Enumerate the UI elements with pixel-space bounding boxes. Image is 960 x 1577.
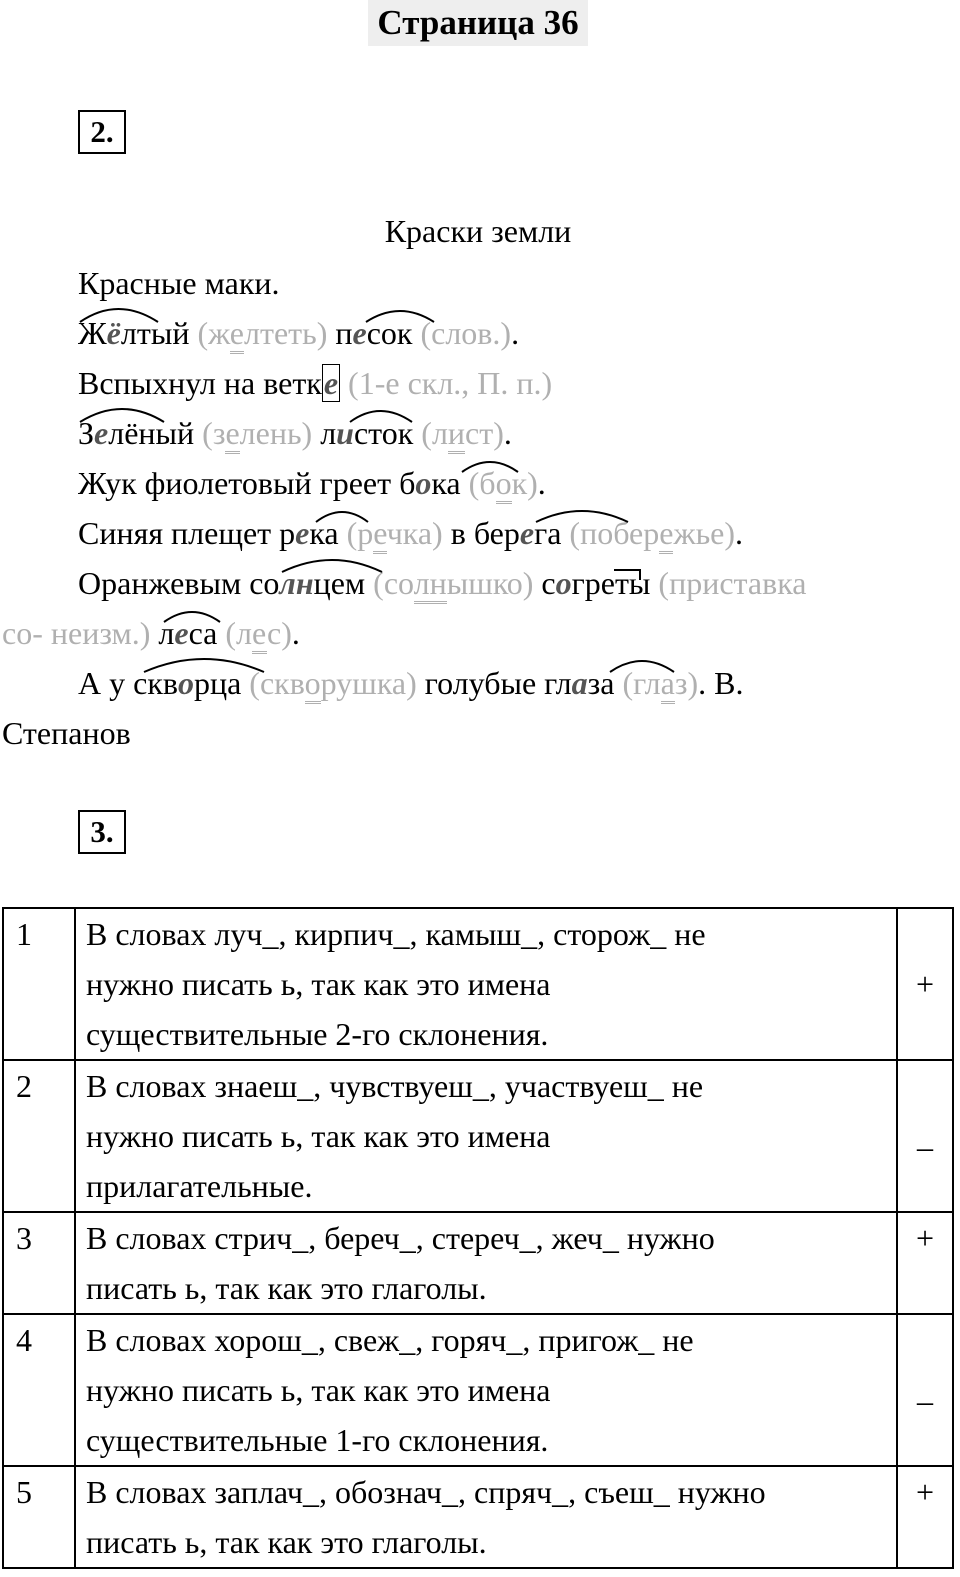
- row-mark: +: [897, 908, 953, 1060]
- prefix-mark: [614, 570, 640, 580]
- hint: (лес): [225, 615, 291, 654]
- row-text: В словах хорош_, свеж_, горяч_, пригож_ не нужно писать ь, так как это имена существительные 1-го склонения.: [75, 1314, 897, 1466]
- ending-box: е: [323, 365, 339, 401]
- root-arc: [350, 411, 412, 422]
- poem-line-9: А у скворца (скворушка) голубые глаза (глаз). В.: [78, 663, 743, 703]
- table-row: [3, 1466, 953, 1568]
- hint: (приставка: [658, 565, 807, 601]
- row-mark: +: [897, 1212, 953, 1314]
- row-text: В словах знаеш_, чувствуеш_, участвуеш_ не нужно писать ь, так как это имена прилагательные.: [75, 1060, 897, 1212]
- row-number: 2: [3, 1060, 75, 1212]
- word-sogrety: согреты: [541, 565, 651, 601]
- hint: (побережье): [569, 515, 735, 554]
- root-arc: [462, 462, 518, 472]
- word-boka: бока: [399, 465, 461, 501]
- hint: (бок): [469, 465, 538, 504]
- table-row: [3, 1314, 953, 1466]
- word-pesok: песок: [335, 315, 413, 351]
- root-arc: [164, 612, 220, 622]
- task-number-3: 3.: [78, 810, 126, 854]
- row-text: В словах заплач_, обознач_, спряч_, съеш_ нужно писать ь, так как это глаголы.: [75, 1466, 897, 1568]
- table-row: [3, 908, 953, 1060]
- poem-line-2: Жёлтый (желтеть) песок (слов.).: [78, 313, 519, 353]
- task-number-2: 2.: [78, 110, 126, 154]
- root-arc: [536, 511, 628, 522]
- word-zheltyi: Жёлтый: [78, 315, 190, 351]
- row-mark: +: [897, 1466, 953, 1568]
- statements-table: [2, 907, 954, 1569]
- poem-line-8: со- неизм.) леса (лес).: [2, 613, 300, 653]
- hint: (солнышко): [373, 565, 533, 604]
- hint: (1-е скл., П. п.): [348, 365, 553, 401]
- page-title: Страница 36: [368, 0, 588, 46]
- root-arc: [80, 409, 164, 422]
- root-arc: [610, 661, 674, 672]
- root-arc: [316, 512, 368, 522]
- hint: со- неизм.): [2, 615, 151, 651]
- word-lesa: леса: [158, 615, 218, 651]
- row-mark: _: [897, 1060, 953, 1212]
- hint: (речка): [347, 515, 443, 554]
- root-arc: [80, 309, 158, 322]
- root-arc: [366, 311, 434, 322]
- root-arc: [144, 659, 264, 672]
- row-number: 5: [3, 1466, 75, 1568]
- poem-line-4: Зелёный (зелень) листок (лист).: [78, 413, 512, 453]
- table-row: [3, 1212, 953, 1314]
- word-solntsem: солнцем: [249, 565, 366, 601]
- row-text: В словах стрич_, береч_, стереч_, жеч_ нужно писать ь, так как это глаголы.: [75, 1212, 897, 1314]
- hint: (глаз): [622, 665, 698, 704]
- word-berega: берега: [473, 515, 562, 551]
- poem-line-5: Жук фиолетовый греет бока (бок).: [78, 463, 546, 503]
- word-reka: река: [279, 515, 339, 551]
- root-arc: [282, 560, 382, 572]
- word-listok: листок: [320, 415, 414, 451]
- poem-line-10: Степанов: [2, 715, 131, 751]
- word-zelenyi: Зелёный: [78, 415, 195, 451]
- table-row: [3, 1060, 953, 1212]
- row-number: 1: [3, 908, 75, 1060]
- poem-line-7: Оранжевым солнцем (солнышко) согреты (приставка: [78, 563, 806, 603]
- word-glaza: глаза: [544, 665, 615, 701]
- hint: (лист): [421, 415, 504, 454]
- poem-title: Краски земли: [384, 213, 572, 249]
- row-number: 4: [3, 1314, 75, 1466]
- row-mark: _: [897, 1314, 953, 1466]
- word-skvortsa: скворца: [133, 665, 242, 701]
- row-number: 3: [3, 1212, 75, 1314]
- poem-line-1: Красные маки.: [78, 265, 280, 301]
- poem-line-6: Синяя плещет река (речка) в берега (побережье).: [78, 513, 743, 553]
- hint: (зелень): [202, 415, 312, 454]
- hint: (желтеть): [197, 315, 327, 354]
- hint: (слов.): [420, 315, 512, 351]
- hint: (скворушка): [249, 665, 416, 704]
- poem-line-3: Вспыхнул на ветке (1-е скл., П. п.): [78, 365, 553, 401]
- row-text: В словах луч_, кирпич_, камыш_, сторож_ не нужно писать ь, так как это имена существительные 2-го склонения.: [75, 908, 897, 1060]
- root-arcs: [0, 0, 960, 760]
